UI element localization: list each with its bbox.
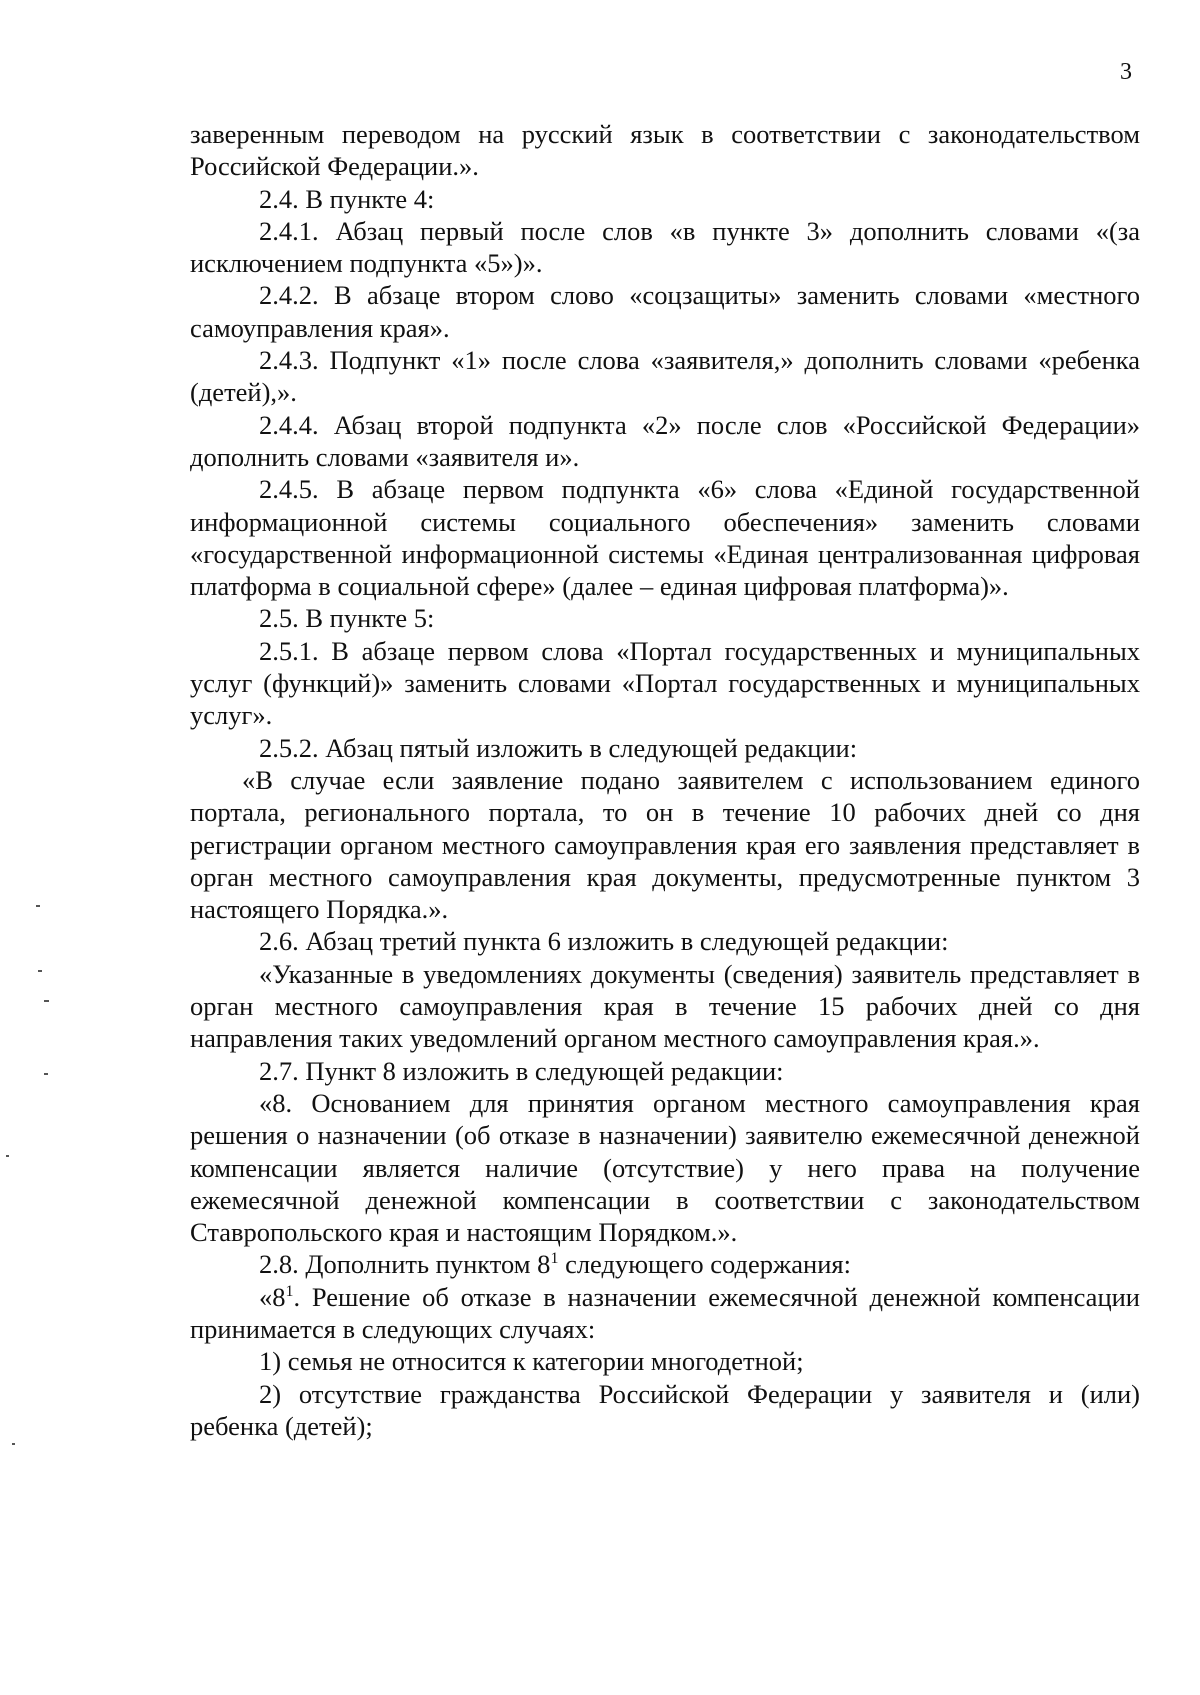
paragraph-item-2-4-5: 2.4.5. В абзаце первом подпункта «6» слова «Единой государственной информационной системы социального обеспечения» заменить словами «государственной информационной системы «Единая централизованная цифровая платформа в социальной сфере» (далее – единая цифровая платформа)». xyxy=(190,474,1140,602)
document-body xyxy=(190,118,1140,1442)
paragraph-item-2-5-2: 2.5.2. Абзац пятый изложить в следующей редакции: xyxy=(259,732,858,763)
paragraph-quote-point-8-1 xyxy=(190,1281,1140,1346)
paragraph-text: 2.8. Дополнить пунктом 8 xyxy=(259,1249,551,1280)
paragraph-item-2-5: 2.5. В пункте 5: xyxy=(259,603,435,634)
superscript: 1 xyxy=(285,1282,294,1300)
paragraph-item-2-4-1: 2.4.1. Абзац первый после слов «в пункте 3» дополнить словами «(за исключением подпункта «5»)». xyxy=(190,215,1140,279)
scan-artifact xyxy=(38,970,42,972)
paragraph-list-item-1: 1) семья не относится к категории многодетной; xyxy=(259,1346,804,1377)
scan-artifact xyxy=(36,905,40,907)
scan-artifact xyxy=(6,1155,9,1157)
paragraph-list-item-2: 2) отсутствие гражданства Российской Федерации у заявителя и (или) ребенка (детей); xyxy=(190,1378,1140,1441)
scan-artifact xyxy=(44,1000,49,1002)
paragraph-item-2-7: 2.7. Пункт 8 изложить в следующей редакции: xyxy=(259,1055,784,1086)
paragraph-item-2-8 xyxy=(190,1248,1140,1280)
paragraph-quote-point-8: «8. Основанием для принятия органом местного самоуправления края решения о назначении (об отказе в назначении) заявителю ежемесячной денежной компенсации является наличие (отсутствие) у него права на получение ежемесячной денежной компенсации в соответствии с законодательством Ставропольского края и настоящим Порядком.». xyxy=(190,1087,1140,1248)
paragraph-quote-portal: «В случае если заявление подано заявителем с использованием единого портала, регионального портала, то он в течение 10 рабочих дней со дня регистрации органом местного самоуправления края его заявления представляет в орган местного самоуправления края документы, предусмотренные пунктом 3 настоящего Порядка.». xyxy=(190,764,1140,925)
paragraph-text: «8 xyxy=(259,1281,286,1312)
paragraph-item-2-4: 2.4. В пункте 4: xyxy=(259,183,435,214)
paragraph-item-2-5-1: 2.5.1. В абзаце первом слова «Портал государственных и муниципальных услуг (функций)» заменить словами «Портал государственных и муниципальных услуг». xyxy=(190,635,1140,731)
superscript: 1 xyxy=(550,1250,559,1268)
paragraph-text: . Решение об отказе в назначении ежемесячной денежной компенсации принимается в следующих случаях: xyxy=(190,1281,1140,1344)
paragraph-item-2-6: 2.6. Абзац третий пункта 6 изложить в следующей редакции: xyxy=(259,926,949,957)
paragraph-continuation: заверенным переводом на русский язык в соответствии с законодательством Российской Федерации.». xyxy=(190,119,1140,182)
page-number: 3 xyxy=(1120,59,1132,85)
paragraph-quote-notifications: «Указанные в уведомлениях документы (сведения) заявитель представляет в орган местного самоуправления края в течение 15 рабочих дней со дня направления таких уведомлений органом местного самоуправления края.». xyxy=(190,958,1140,1054)
paragraph-text: следующего содержания: xyxy=(558,1249,851,1280)
scan-artifact xyxy=(12,1443,15,1445)
paragraph-item-2-4-4: 2.4.4. Абзац второй подпункта «2» после слов «Российской Федерации» дополнить словами «заявителя и». xyxy=(190,409,1140,472)
paragraph-item-2-4-2: 2.4.2. В абзаце втором слово «соцзащиты» заменить словами «местного самоуправления края». xyxy=(190,280,1140,343)
scan-artifact xyxy=(44,1073,48,1075)
paragraph-item-2-4-3: 2.4.3. Подпункт «1» после слова «заявителя,» дополнить словами «ребенка (детей),». xyxy=(190,345,1140,408)
